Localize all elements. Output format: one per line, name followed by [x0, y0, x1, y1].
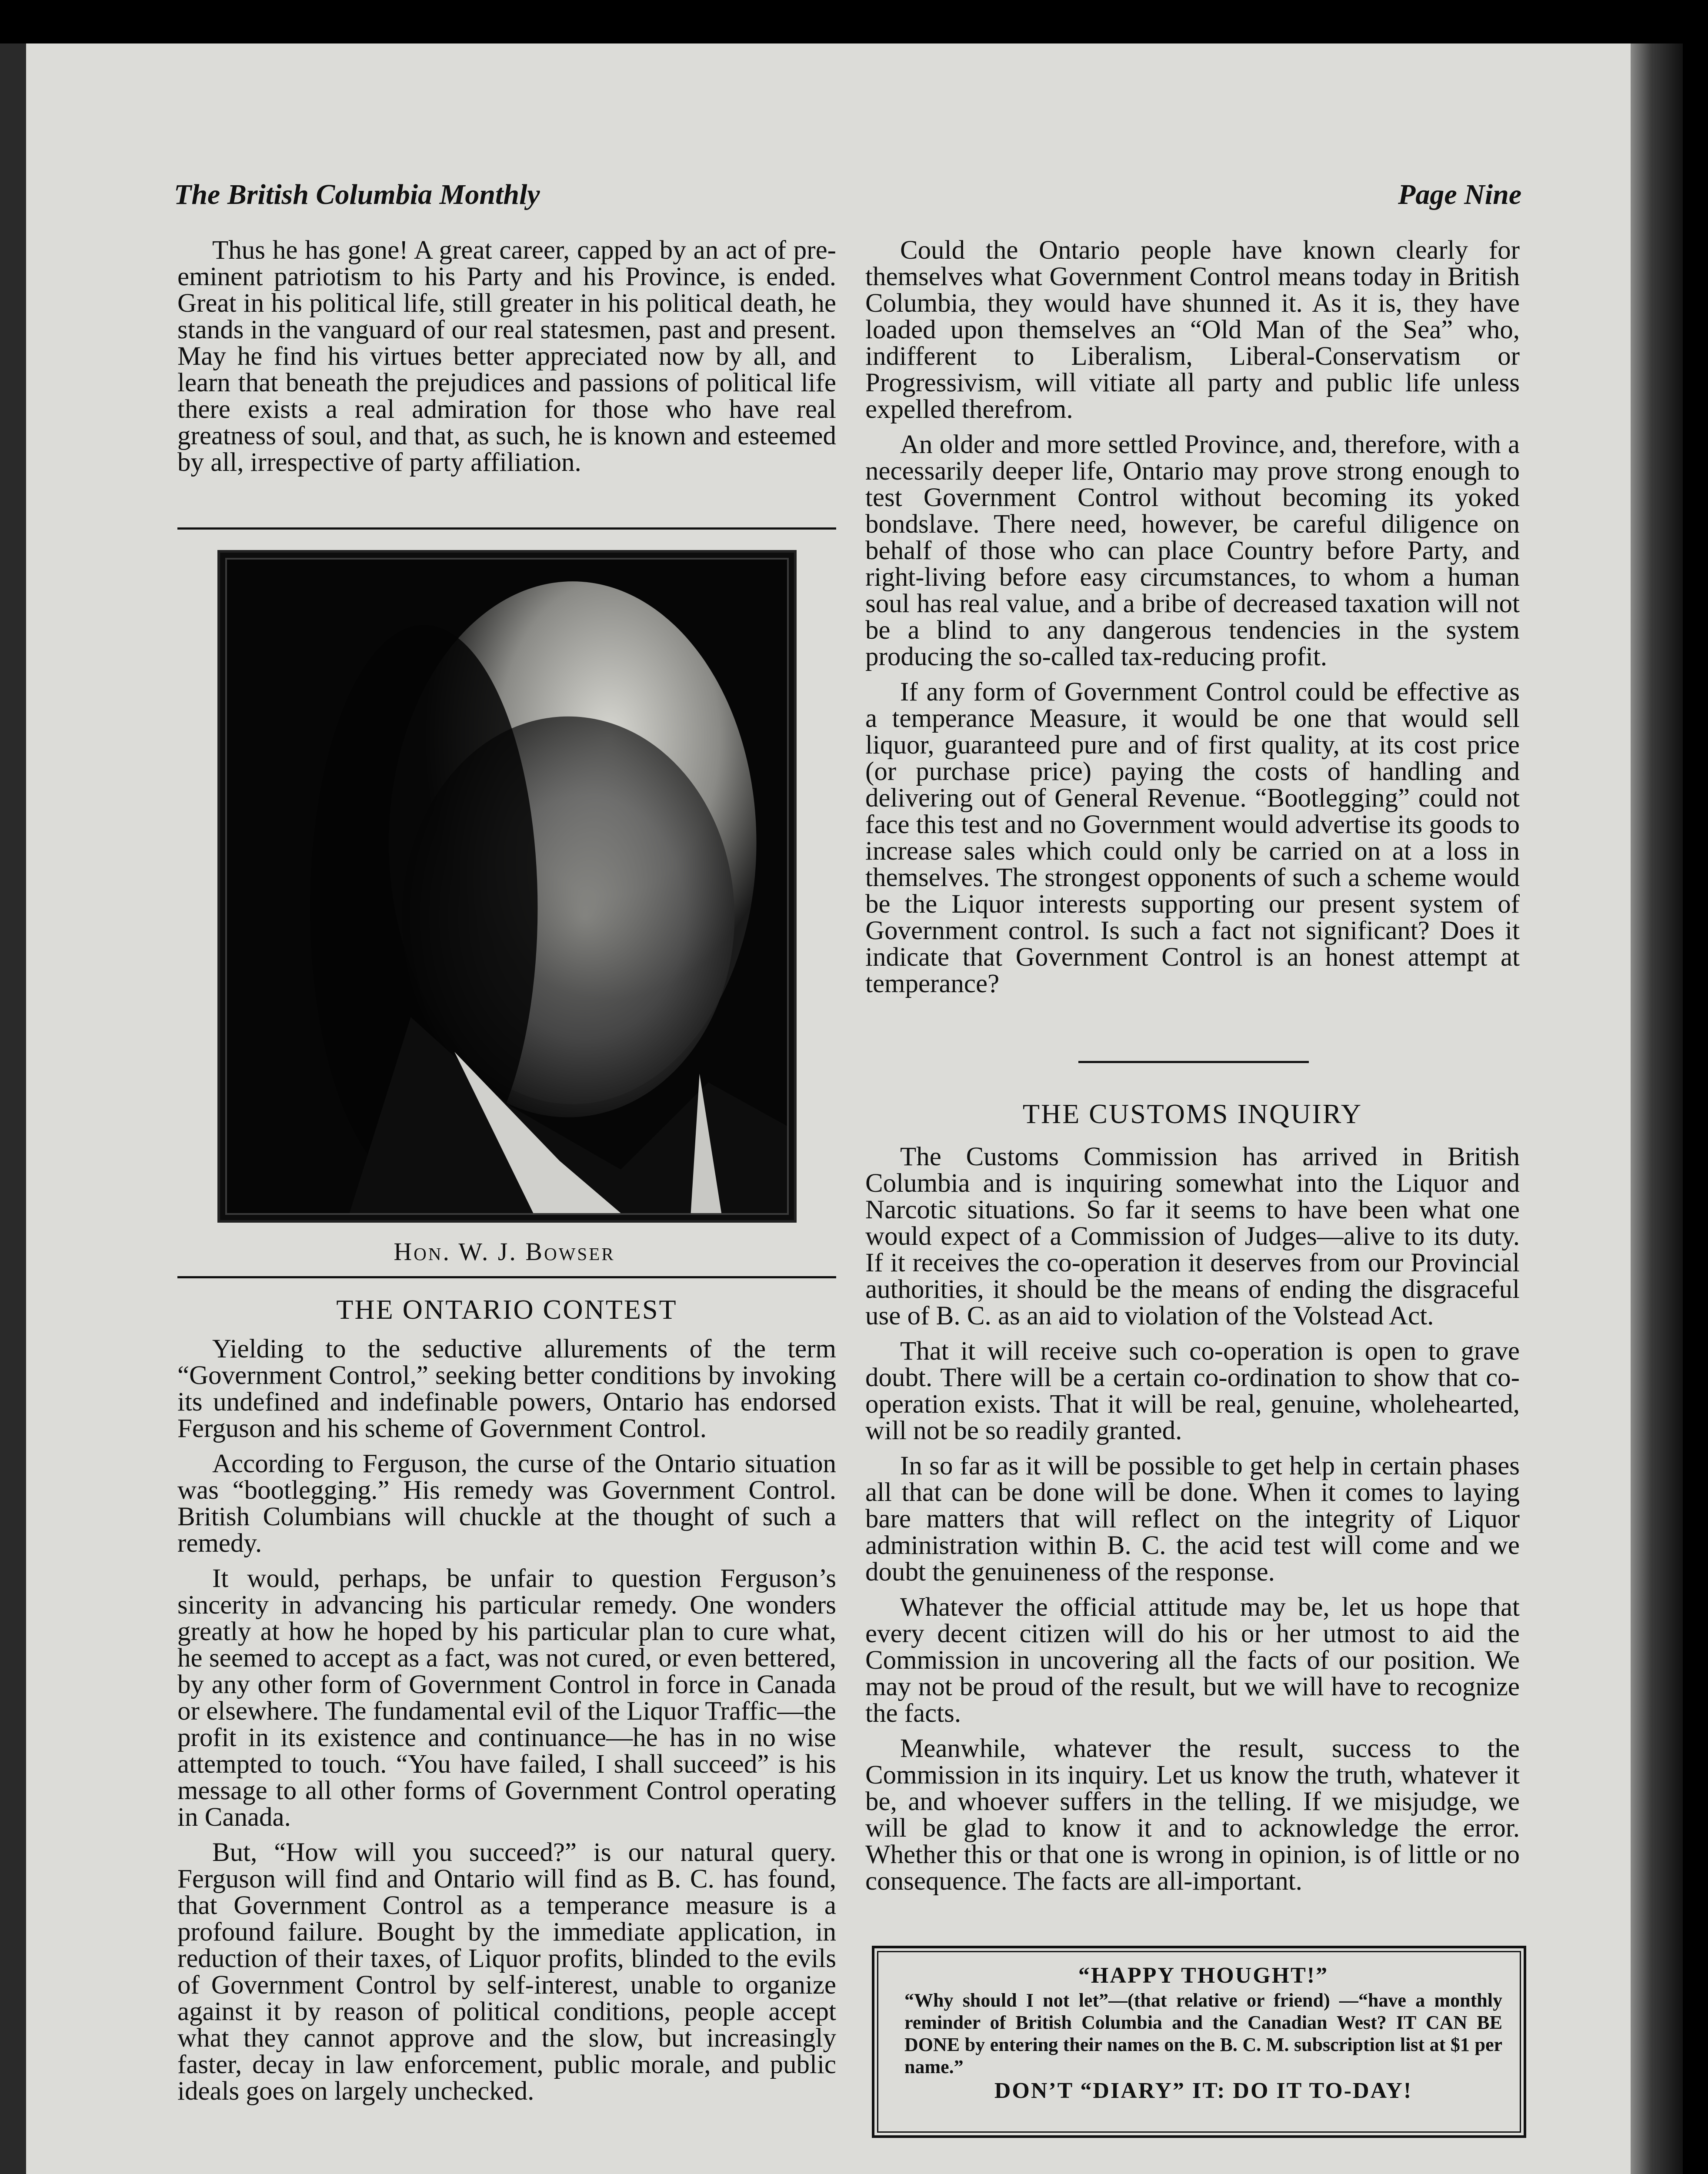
- happy-thought-title: “HAPPY THOUGHT!”: [1078, 1963, 1329, 1988]
- ontario-article-left: [177, 1336, 836, 2113]
- portrait-photo: [217, 550, 797, 1223]
- customs-heading: THE CUSTOMS INQUIRY: [1022, 1098, 1363, 1129]
- page-number: Page Nine: [1398, 179, 1522, 210]
- ontario-paragraph-7: If any form of Government Control could be effective as a temperance Measure, it would be one that would sell liquor, guaranteed pure and of first quality, at its cost price (or purchase price) paying the costs of handling and delivering out of General Revenue. “Bootlegging” could not face this test and no Government would advertise its goods to increase sales which could only be carried on at a loss in themselves. The strongest opponents of such a scheme would be the Liquor interests supporting our present system of Government control. Is such a fact not significant? Does it indicate that Government Control is an honest attempt at temperance?: [865, 677, 1520, 998]
- happy-thought-inner: [877, 1951, 1521, 2133]
- section-divider: [177, 1276, 836, 1278]
- film-edge: [0, 43, 26, 2174]
- ontario-paragraph-6: An older and more settled Province, and, therefore, with a necessarily deeper life, Ontario may prove strong enough to test Government Control without becoming its yoked bondslave. There need, however, be careful diligence on behalf of those who can place Country before Party, and right-living before easy circumstances, to whom a human soul has real value, and a bribe of decreased taxation will not be a blind to any dangerous tendencies in the system producing the so-called tax-reducing profit.: [865, 430, 1520, 671]
- portrait-image: [225, 558, 789, 1215]
- ontario-article-right: [865, 237, 1520, 1006]
- customs-paragraph-4: Whatever the official attitude may be, let us hope that every decent citizen will do his or her utmost to aid the Commission in uncovering all the facts of our position. We may not be proud of the result, but we will have to recognize the facts.: [865, 1593, 1520, 1728]
- customs-article: [865, 1144, 1520, 1903]
- page-binding-shadow: [1631, 43, 1683, 2174]
- customs-paragraph-1: The Customs Commission has arrived in British Columbia and is inquiring somewhat into the Liquor and Narcotic situations. So far it seems to have been what one would expect of a Commission of Judges—alive to its duty. If it receives the co-operation it deserves from our Provincial authorities, it should be the means of ending the disgraceful use of B. C. as an aid to violation of the Volstead Act.: [865, 1142, 1520, 1330]
- ontario-paragraph-4: But, “How will you succeed?” is our natural query. Ferguson will find and Ontario will find as B. C. has found, that Government Control as a temperance measure is a profound failure. Bought by the immediate application, in reduction of their taxes, of Liquor profits, blinded to the evils of Government Control by self-interest, unable to organize against it by reason of political conditions, people accept what they cannot approve and the slow, but increasingly faster, decay in law enforcement, public morale, and public ideals goes on largely unchecked.: [177, 1838, 836, 2106]
- happy-thought-cta: DON’T “DIARY” IT: DO IT TO-DAY!: [994, 2078, 1413, 2103]
- ontario-paragraph-2: According to Ferguson, the curse of the Ontario situation was “bootlegging.” His remedy was Government Control. British Columbians will chuckle at the thought of such a remedy.: [177, 1449, 836, 1558]
- short-divider: [1078, 1061, 1309, 1063]
- photo-caption: Hon. W. J. Bowser: [394, 1237, 615, 1266]
- happy-thought-box: [872, 1946, 1526, 2138]
- customs-paragraph-3: In so far as it will be possible to get help in certain phases all that can be done will be done. When it comes to laying bare matters that will reflect on the integrity of Liquor administration within B. C. the acid test will come and we doubt the genuineness of the response.: [865, 1451, 1520, 1587]
- publication-title: The British Columbia Monthly: [174, 179, 540, 210]
- left-column-intro: [177, 237, 836, 484]
- section-divider: [177, 527, 836, 530]
- customs-paragraph-2: That it will receive such co-operation is open to grave doubt. There will be a certain co-ordination to show that co-operation exists. That it will be real, genuine, wholehearted, will not be so readily granted.: [865, 1337, 1520, 1445]
- ontario-paragraph-3: It would, perhaps, be unfair to question Ferguson’s sincerity in advancing his particular remedy. One wonders greatly at how he hoped by his particular plan to cure what, he seemed to accept as a fact, was not cured, or even bettered, by any other form of Government Control in force in Canada or elsewhere. The fundamental evil of the Liquor Traffic—the profit in its existence and continuance—he has in no wise attempted to touch. “You have failed, I shall succeed” is his message to all other forms of Government Control operating in Canada.: [177, 1564, 836, 1832]
- happy-thought-body: “Why should I not let”—(that relative or friend) —“have a monthly reminder of British Columbia and the Canadian West? IT CAN BE DONE by entering their names on the B. C. M. subscription list at $1 per name.”: [904, 1990, 1502, 2077]
- intro-paragraph: Thus he has gone! A great career, capped by an act of pre-eminent patriotism to his Party and his Province, is ended. Great in his political life, still greater in his political death, he stands in the vanguard of our real statesmen, past and present. May he find his virtues better appreciated now by all, and learn that beneath the prejudices and passions of political life there exists a real admiration for those who have real greatness of soul, and that, as such, he is known and esteemed by all, irrespective of party affiliation.: [177, 236, 836, 477]
- customs-paragraph-5: Meanwhile, whatever the result, success to the Commission in its inquiry. Let us know the truth, whatever it be, and whoever suffers in the telling. If we misjudge, we will be glad to know it and to acknowledge the error. Whether this or that one is wrong in opinion, is of little or no consequence. The facts are all-important.: [865, 1734, 1520, 1896]
- ontario-heading: THE ONTARIO CONTEST: [336, 1294, 677, 1325]
- ontario-paragraph-5: Could the Ontario people have known clearly for themselves what Government Control means today in British Columbia, they would have shunned it. As it is, they have loaded upon themselves an “Old Man of the Sea” who, indifferent to Liberalism, Liberal-Conservatism or Progressivism, will vitiate all party and public life unless expelled therefrom.: [865, 236, 1520, 424]
- ontario-paragraph-1: Yielding to the seductive allurements of the term “Government Control,” seeking better conditions by invoking its undefined and indefinable powers, Ontario has endorsed Ferguson and his scheme of Government Control.: [177, 1334, 836, 1443]
